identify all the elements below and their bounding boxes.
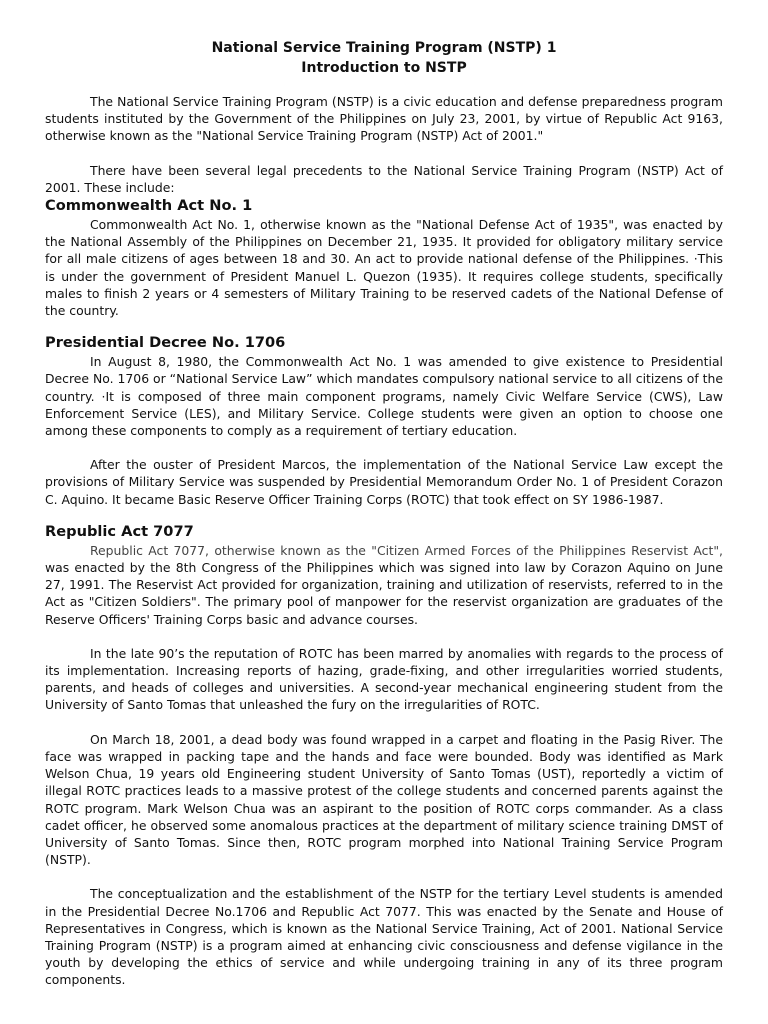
body-paragraph — [45, 542, 723, 628]
intro-paragraph: There have been several legal precedents to the National Service Training Program (NSTP) Act of 2001. These include: — [45, 162, 723, 195]
section-heading-presidential-decree: Presidential Decree No. 1706 — [45, 334, 286, 352]
body-paragraph: On March 18, 2001, a dead body was found wrapped in a carpet and floating in the Pasig River. The face was wrapped in packing tape and the hands and face were bounded. Body was identified as Mark Welson Chua, 19 years old Engineering student University of Santo Tomas (UST), reportedly a victim of illegal ROTC practices leads to a massive protest of the college students and concerned parents against the ROTC program. Mark Welson Chua was an aspirant to the position of ROTC corps commander. As a class cadet officer, he observed some anomalous practices at the department of military science training DMST of University of Santo Tomas. Since then, ROTC program morphed into National Training Service Program (NSTP). — [45, 731, 723, 868]
document-subtitle: Introduction to NSTP — [301, 60, 467, 76]
document-title: National Service Training Program (NSTP) 1 — [211, 40, 557, 56]
body-paragraph: In the late 90’s the reputation of ROTC has been marred by anomalies with regards to the process of its implementation. Increasing reports of hazing, grade-fixing, and other irregularities worried students, parents, and heads of colleges and universities. A second-year mechanical engineering student from the University of Santo Tomas that unleashed the fury on the irregularities of ROTC. — [45, 645, 723, 713]
paragraph-rest: was enacted by the 8th Congress of the Philippines which was signed into law by Corazon Aquino on June 27, 1991. The Reservist Act provided for organization, training and utilization of reservists, referred to in the Act as "Citizen Soldiers". The primary pool of manpower for the reservist organization are graduates of the Reserve Officers' Training Corps basic and advance courses. — [45, 560, 723, 627]
body-paragraph: After the ouster of President Marcos, the implementation of the National Service Law except the provisions of Military Service was suspended by Presidential Memorandum Order No. 1 of President Corazon C. Aquino. It became Basic Reserve Officer Training Corps (ROTC) that took effect on SY 1986-1987. — [45, 457, 723, 507]
body-paragraph: Commonwealth Act No. 1, otherwise known as the "National Defense Act of 1935", was enacted by the National Assembly of the Philippines on December 21, 1935. It provided for obligatory military service for all male citizens of ages between 18 and 30. An act to provide national defense of the Philippines. ·This is under the government of President Manuel L. Quezon (1935). It requires college students, specifically males to finish 2 years or 4 semesters of Military Training to be reserved cadets of the National Defense of the country. — [45, 217, 723, 319]
section-heading-commonwealth-act: Commonwealth Act No. 1 — [45, 197, 253, 215]
intro-paragraph: The National Service Training Program (NSTP) is a civic education and defense preparedness program students instituted by the Government of the Philippines on July 23, 2001, by virtue of Republic Act 9163, otherwise known as the "National Service Training Program (NSTP) Act of 2001." — [45, 94, 723, 144]
body-paragraph: In August 8, 1980, the Commonwealth Act No. 1 was amended to give existence to Presidential Decree No. 1706 or “National Service Law” which mandates compulsory national service to all citizens of the country. ·It is composed of three main component programs, namely Civic Welfare Service (CWS), Law Enforcement Service (LES), and Military Service. College students were given an option to choose one among these components to comply as a requirement of tertiary education. — [45, 354, 723, 439]
section-heading-republic-act: Republic Act 7077 — [45, 522, 194, 540]
paragraph-lead: Republic Act 7077, otherwise known as the "Citizen Armed Forces of the Philippines Reservist Act", — [90, 542, 723, 558]
body-paragraph: The conceptualization and the establishment of the NSTP for the tertiary Level students is amended in the Presidential Decree No.1706 and Republic Act 7077. This was enacted by the Senate and House of Representatives in Congress, which is known as the National Service Training, Act of 2001. National Service Training Program (NSTP) is a program aimed at enhancing civic consciousness and defense vigilance in the youth by developing the ethics of service and while undergoing training in any of its three program components. — [45, 886, 723, 988]
